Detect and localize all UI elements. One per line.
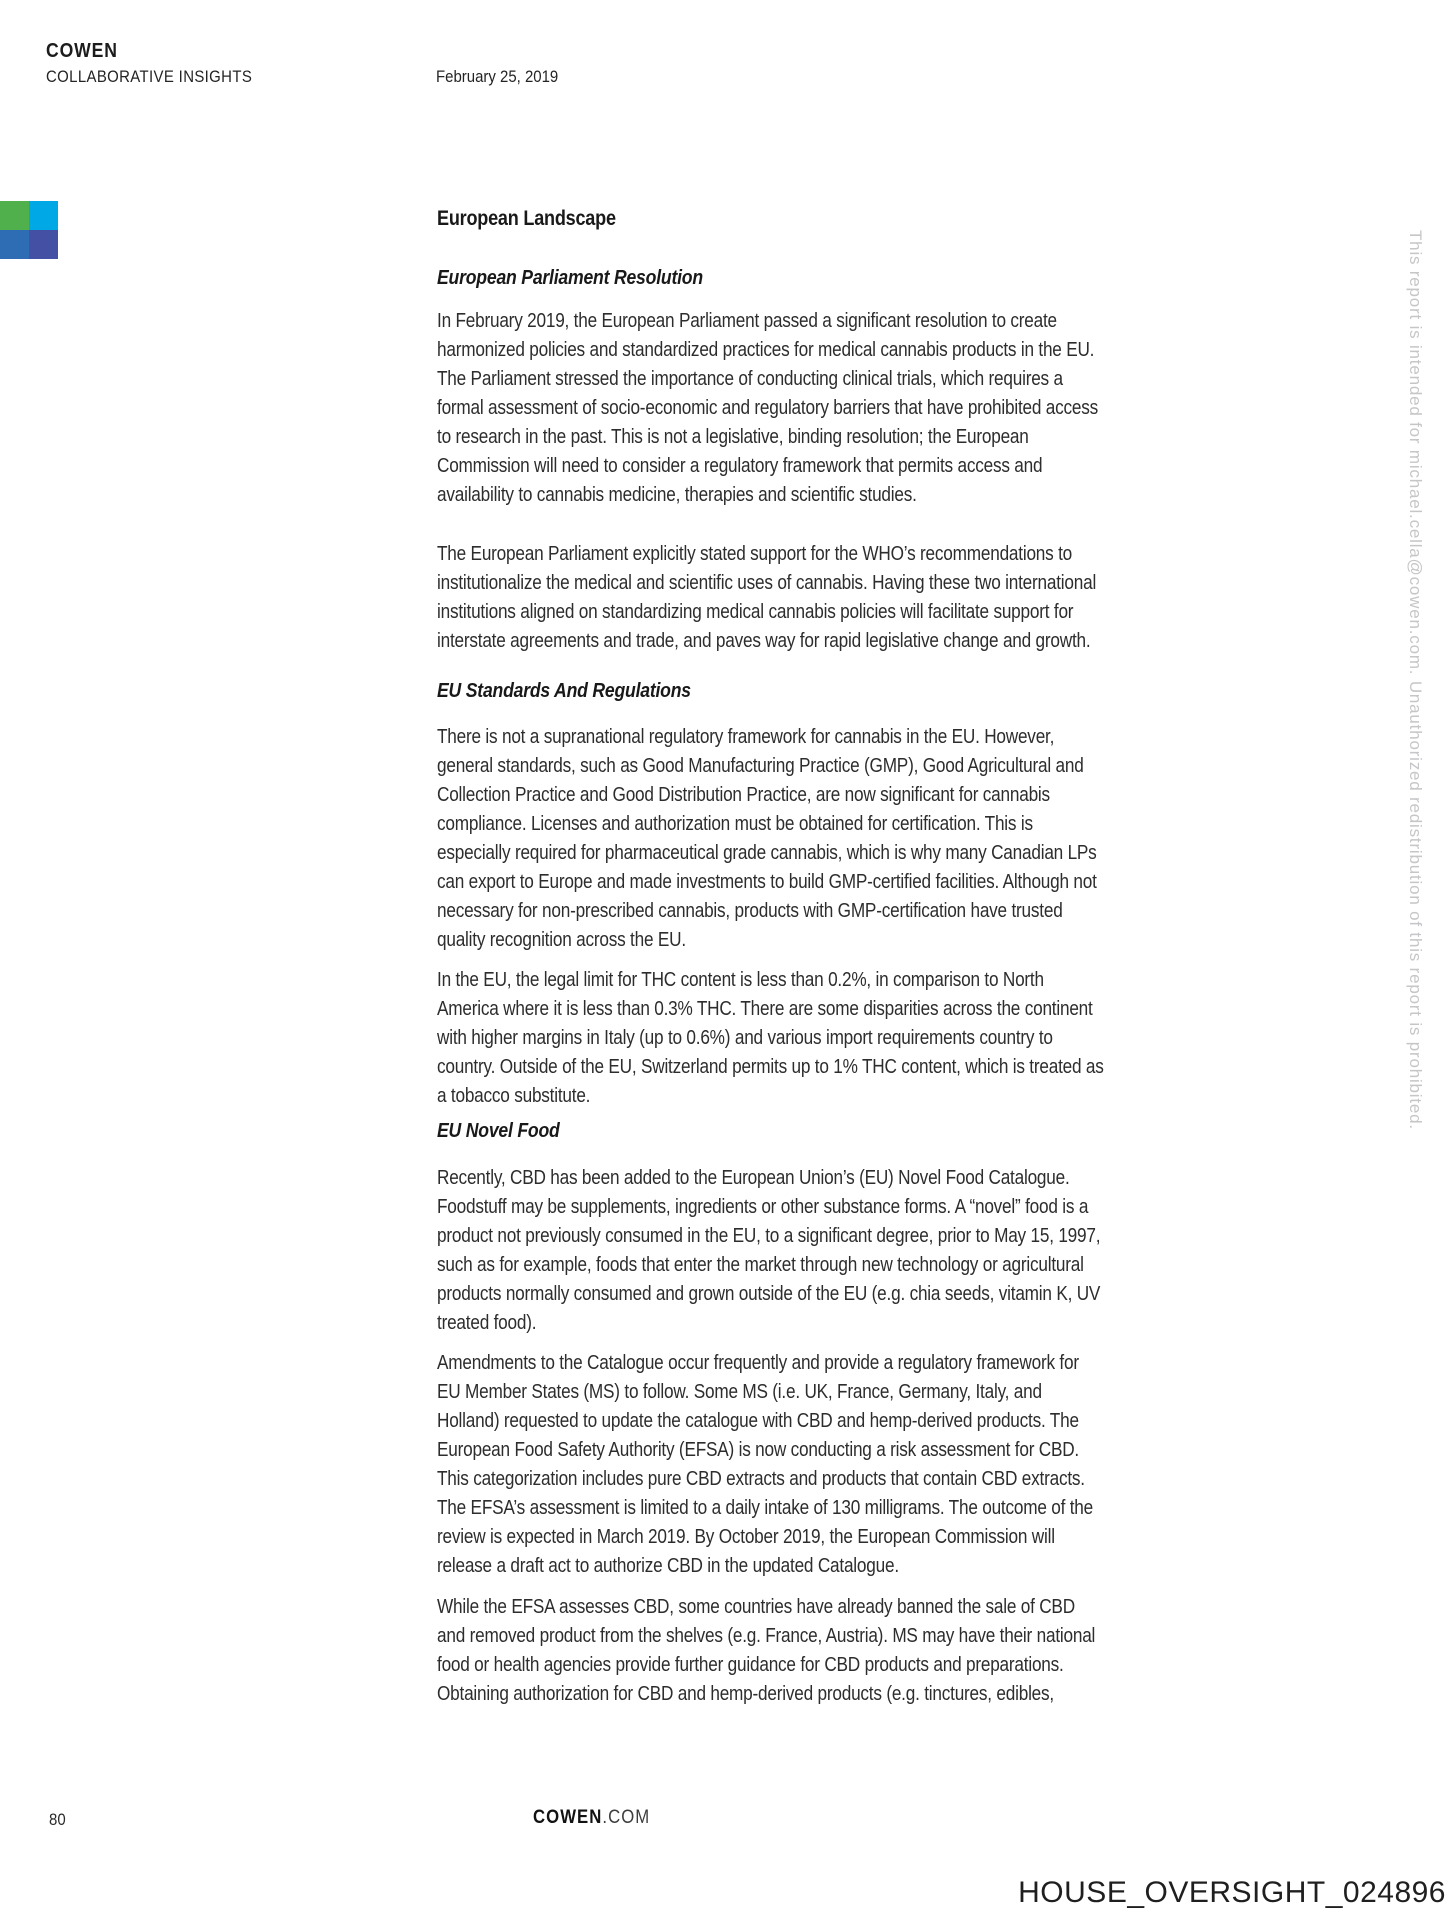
- page-number: 80: [49, 1810, 66, 1829]
- footer-logo-light: .COM: [602, 1807, 651, 1828]
- bates-number: HOUSE_OVERSIGHT_024896: [1018, 1876, 1446, 1909]
- logo-square-indigo: [29, 230, 58, 259]
- paragraph: In February 2019, the European Parliament passed a significant resolution to create harmonized policies and standardized practices for medical cannabis products in the EU. The Parliament stressed the importance of conducting clinical trials, which requires a formal assessment of socio-economic and regulatory barriers that have prohibited access to research in the past. This is not a legislative, binding resolution; the European Commission will need to consider a regulatory framework that permits access and availability to cannabis medicine, therapies and scientific studies.: [437, 310, 1099, 506]
- paragraph: Recently, CBD has been added to the European Union’s (EU) Novel Food Catalogue. Foodstuff may be supplements, ingredients or other substance forms. A “novel” food is a product not previously consumed in the EU, to a significant degree, prior to May 15, 1997, such as for example, foods that enter the market through new technology or agricultural products normally consumed and grown outside of the EU (e.g. chia seeds, vitamin K, UV treated food).: [437, 1167, 1101, 1334]
- section-heading-eu-novel-food: EU Novel Food: [437, 1119, 560, 1142]
- redistribution-disclaimer: This report is intended for michael.cella@cowen.com. Unauthorized redistribution of this report is prohibited.: [1406, 230, 1425, 1130]
- paragraph: There is not a supranational regulatory framework for cannabis in the EU. However, general standards, such as Good Manufacturing Practice (GMP), Good Agricultural and Collection Practice and Good Distribution Practice, are now significant for cannabis compliance. Licenses and authorization must be obtained for certification. This is especially required for pharmaceutical grade cannabis, which is why many Canadian LPs can export to Europe and made investments to build GMP-certified facilities. Although not necessary for non-prescribed cannabis, products with GMP-certification have trusted quality recognition across the EU.: [437, 726, 1097, 951]
- paragraph: The European Parliament explicitly stated support for the WHO’s recommendations to institutionalize the medical and scientific uses of cannabis. Having these two international institutions aligned on standardizing medical cannabis policies will facilitate support for interstate agreements and trade, and paves way for rapid legislative change and growth.: [437, 543, 1097, 652]
- section-heading-european-parliament-resolution: European Parliament Resolution: [437, 266, 703, 289]
- footer-logo: [533, 1807, 650, 1829]
- report-body: [437, 204, 1104, 1709]
- brand-name: COWEN: [46, 40, 118, 62]
- paragraph: In the EU, the legal limit for THC content is less than 0.2%, in comparison to North America where it is less than 0.3% THC. There are some disparities across the continent with higher margins in Italy (up to 0.6%) and various import requirements country to country. Outside of the EU, Switzerland permits up to 1% THC content, which is treated as a tobacco substitute.: [437, 969, 1104, 1107]
- section-heading-eu-standards-and-regulations: EU Standards And Regulations: [437, 679, 691, 702]
- logo-square-cyan: [29, 201, 58, 230]
- logo-square-blue: [0, 230, 29, 259]
- report-date: February 25, 2019: [436, 67, 559, 86]
- footer-logo-bold: COWEN: [533, 1807, 603, 1828]
- logo-square-green: [0, 201, 29, 230]
- cowen-logo-mark: [0, 201, 58, 259]
- paragraph: Amendments to the Catalogue occur frequently and provide a regulatory framework for EU Member States (MS) to follow. Some MS (i.e. UK, France, Germany, Italy, and Holland) requested to update the catalogue with CBD and hemp-derived products. The European Food Safety Authority (EFSA) is now conducting a risk assessment for CBD. This categorization includes pure CBD extracts and products that contain CBD extracts. The EFSA’s assessment is limited to a daily intake of 130 milligrams. The outcome of the review is expected in March 2019. By October 2019, the European Commission will release a draft act to authorize CBD in the updated Catalogue.: [437, 1352, 1094, 1577]
- brand-subtitle: COLLABORATIVE INSIGHTS: [46, 67, 253, 86]
- page-title: European Landscape: [437, 207, 616, 230]
- paragraph: While the EFSA assesses CBD, some countries have already banned the sale of CBD and removed product from the shelves (e.g. France, Austria). MS may have their national food or health agencies provide further guidance for CBD products and preparations. Obtaining authorization for CBD and hemp-derived products (e.g. tinctures, edibles,: [437, 1596, 1096, 1705]
